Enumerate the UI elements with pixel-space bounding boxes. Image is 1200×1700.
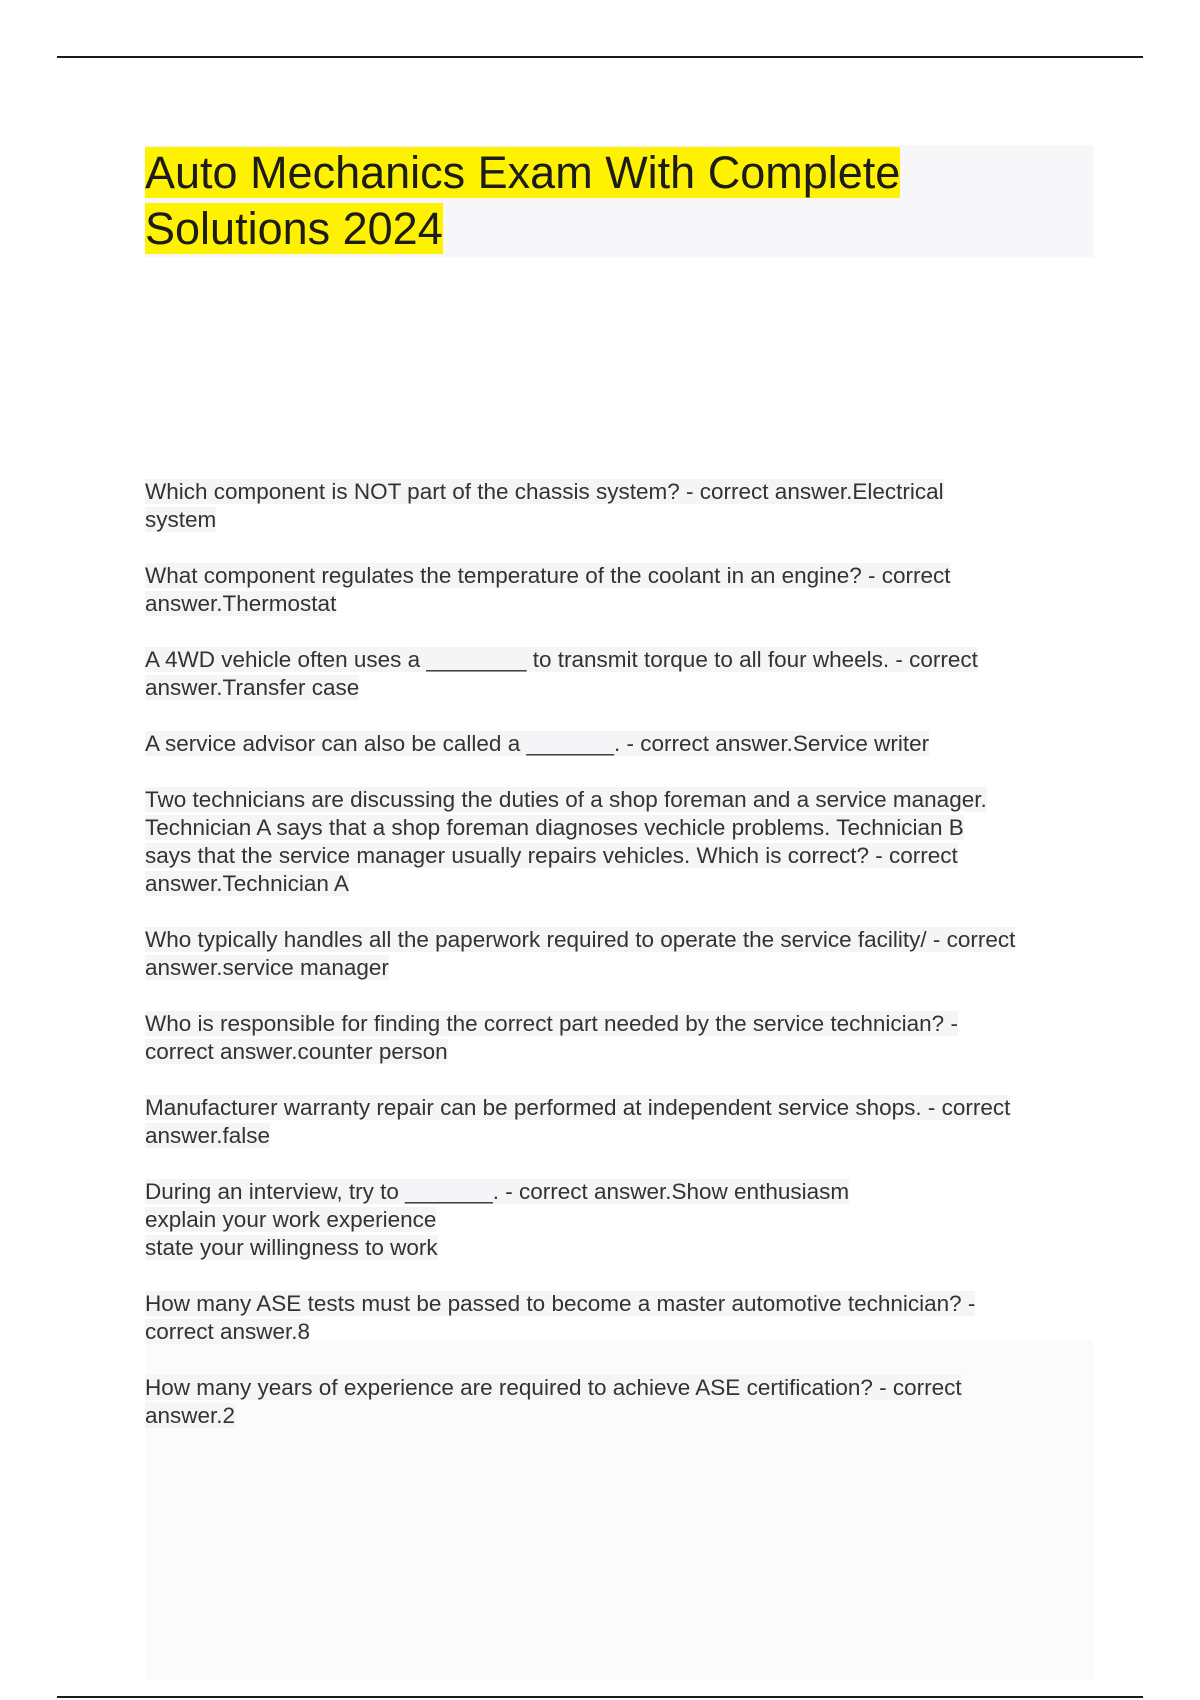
qa-item: [145, 926, 1100, 982]
title-block: [145, 145, 1093, 257]
qa-text: Two technicians are discussing the duties of a shop foreman and a service manager. Technician A says that a shop foreman diagnoses vechicle problems. Technician B says that the service manager usually repairs vehicles. Which is correct? - correct answer.Technician A: [145, 787, 987, 896]
qa-text: Who is responsible for finding the correct part needed by the service technician? - correct answer.counter person: [145, 1011, 958, 1064]
qa-text: What component regulates the temperature of the coolant in an engine? - correct answer.Thermostat: [145, 563, 951, 616]
qa-item: [145, 1374, 1100, 1430]
qa-item: [145, 1094, 1100, 1150]
qa-item: [145, 646, 1100, 702]
qa-item: [145, 1178, 1100, 1262]
qa-item: [145, 478, 1100, 534]
qa-list: [145, 478, 1100, 1458]
qa-item: [145, 562, 1100, 618]
qa-text: Manufacturer warranty repair can be performed at independent service shops. - correct answer.false: [145, 1095, 1011, 1148]
qa-text: A 4WD vehicle often uses a ________ to transmit torque to all four wheels. - correct answer.Transfer case: [145, 647, 978, 700]
qa-text: Who typically handles all the paperwork required to operate the service facility/ - correct answer.service manager: [145, 927, 1016, 980]
qa-item: [145, 1010, 1100, 1066]
qa-text: How many years of experience are required to achieve ASE certification? - correct answer.2: [145, 1375, 962, 1428]
qa-text: Which component is NOT part of the chassis system? - correct answer.Electrical system: [145, 479, 944, 532]
title-highlight: Auto Mechanics Exam With Complete Solutions 2024: [145, 147, 901, 254]
qa-item: [145, 1290, 1100, 1346]
qa-text: How many ASE tests must be passed to become a master automotive technician? - correct answer.8: [145, 1291, 976, 1344]
bottom-rule: [57, 1696, 1143, 1698]
qa-item: [145, 786, 1100, 898]
qa-item: [145, 730, 1100, 758]
qa-text: A service advisor can also be called a _______. - correct answer.Service writer: [145, 731, 930, 756]
top-rule: [57, 56, 1143, 58]
document-title: [145, 145, 1093, 257]
qa-text: During an interview, try to _______. - correct answer.Show enthusiasm explain your work experience state your willingness to work: [145, 1179, 850, 1260]
